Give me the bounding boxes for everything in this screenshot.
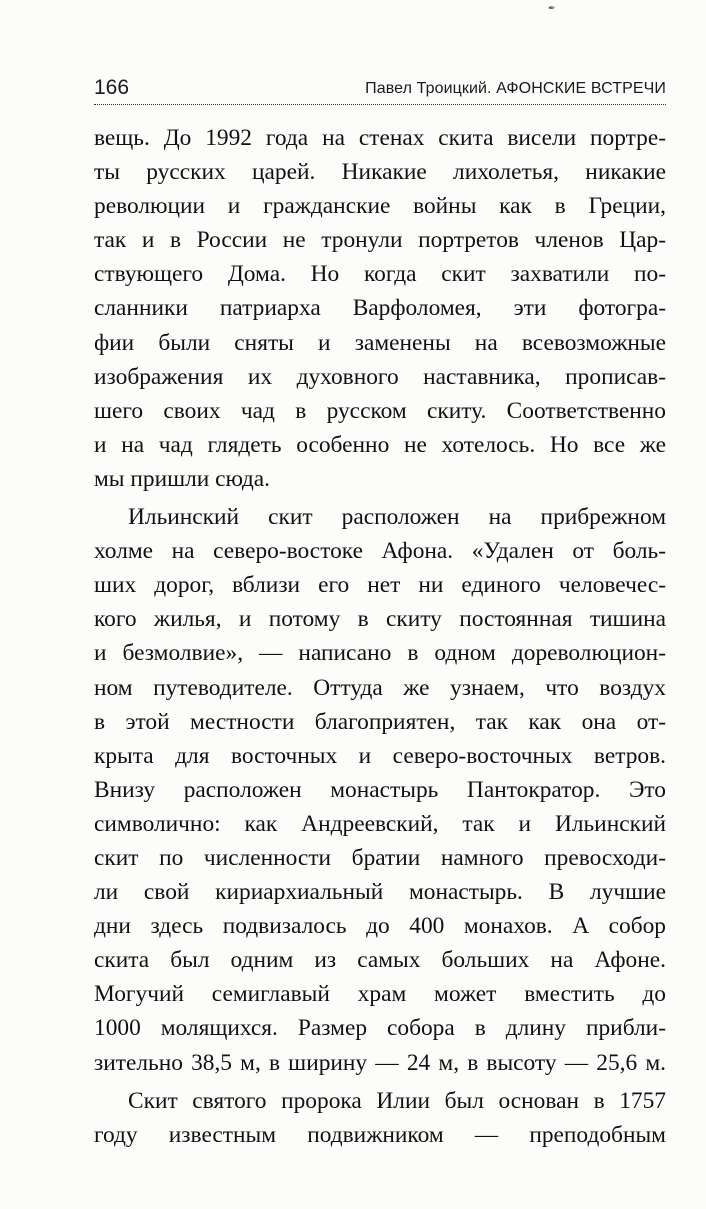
- text-line: зительно 38,5 м, в ширину — 24 м, в высоту — 25,6 м.: [94, 1049, 666, 1076]
- text-line: вещь. До 1992 года на стенах скита висели портре-: [94, 125, 666, 151]
- text-line: символично: как Андреевский, так и Ильинский: [94, 810, 666, 837]
- scan-mark: ✒: [548, 4, 556, 14]
- text-line: кого жилья, и потому в скиту постоянная тишина: [94, 606, 666, 633]
- text-line: крыта для восточных и северо-восточных ветров.: [94, 742, 666, 769]
- text-line: и безмолвие», — написано в одном дореволюцион-: [94, 640, 666, 667]
- body-text: [94, 121, 666, 1152]
- text-line: скита был одним из самых больших на Афоне.: [94, 947, 666, 974]
- text-line: Скит святого пророка Илии был основан в 1757: [128, 1087, 666, 1114]
- text-line: в этой местности благоприятен, так как она от-: [94, 708, 666, 735]
- text-line: Могучий семиглавый храм может вместить до: [94, 981, 666, 1008]
- text-line: и на чад глядеть особенно не хотелось. Но все же: [94, 431, 666, 458]
- page-number: 166: [94, 76, 130, 99]
- text-line: году известным подвижником — преподобным: [94, 1121, 666, 1148]
- text-line: ном путеводителе. Оттуда же узнаем, что воздух: [94, 674, 666, 701]
- text-line: изображения их духовного наставника, прописав-: [94, 363, 666, 390]
- text-line: холме на северо-востоке Афона. «Удален от боль-: [94, 538, 666, 565]
- text-line: скит по численности братии намного превосходи-: [94, 844, 666, 871]
- text-line: 1000 молящихся. Размер собора в длину прибли-: [94, 1015, 666, 1042]
- text-line: ты русских царей. Никакие лихолетья, никакие: [94, 159, 666, 186]
- text-line: мы пришли сюда.: [94, 465, 270, 492]
- page-header: [94, 74, 666, 105]
- text-line: ших дорог, вблизи его нет ни единого человечес-: [94, 572, 666, 599]
- text-line: так и в России не тронули портретов членов Цар-: [94, 227, 666, 254]
- text-line: фии были сняты и заменены на всевозможные: [94, 329, 666, 356]
- text-line: Внизу расположен монастырь Пантократор. Это: [94, 776, 666, 803]
- text-line: ствующего Дома. Но когда скит захватили по-: [94, 261, 666, 288]
- text-line: сланники патриарха Варфоломея, эти фотогра-: [94, 295, 666, 322]
- text-line: шего своих чад в русском скиту. Соответственно: [94, 397, 666, 424]
- text-line: революции и гражданские войны как в Греции,: [94, 193, 666, 220]
- running-title: Павел Троицкий. АФОНСКИЕ ВСТРЕЧИ: [365, 80, 666, 97]
- text-line: Ильинский скит расположен на прибрежном: [128, 504, 666, 531]
- text-line: дни здесь подвизалось до 400 монахов. А собор: [94, 913, 666, 940]
- text-line: ли свой кириархиальный монастырь. В лучшие: [94, 879, 666, 906]
